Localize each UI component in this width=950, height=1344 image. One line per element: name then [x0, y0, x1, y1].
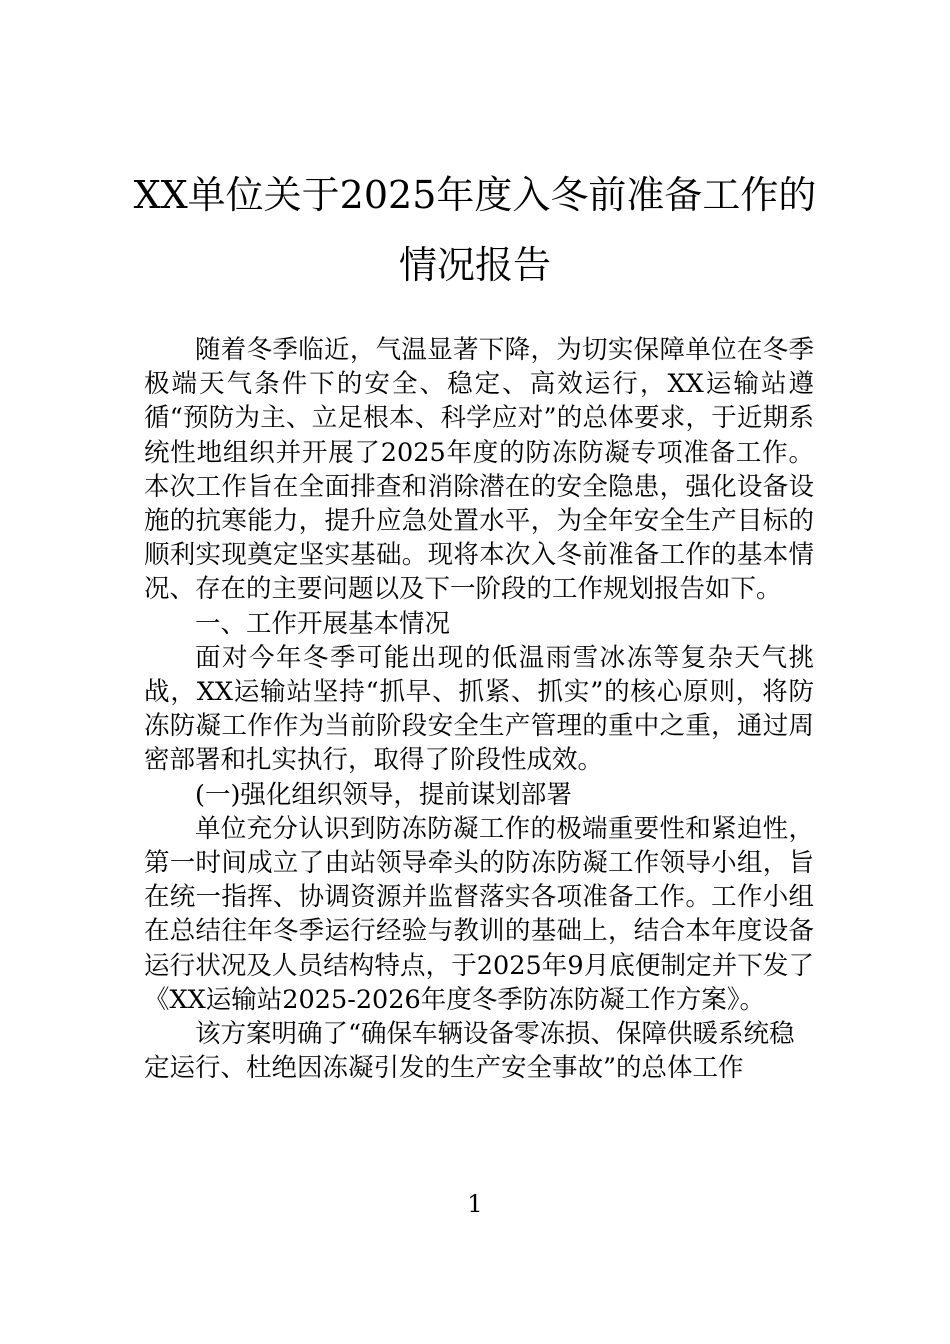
section-heading-1: 一、工作开展基本情况 — [195, 608, 451, 639]
paragraph-section-1: 面对今年冬季可能出现的低温雨雪冰冻等复杂天气挑战，XX运输站坚持“抓早、抓紧、抓实”的核心原则，将防冻防凝工作作为当前阶段安全生产管理的重中之重，通过周密部署和扎实执行，取得了阶段性成效。 — [144, 642, 814, 776]
document-body — [144, 333, 814, 1085]
subsection-heading-1: (一)强化组织领导，提前谋划部署 — [195, 779, 572, 810]
document-title-line-2: 情况报告 — [398, 243, 551, 287]
paragraph-plan: 该方案明确了“确保车辆设备零冻损、保障供暖系统稳定运行、杜绝因冻凝引发的生产安全事故”的总体工作 — [144, 1019, 795, 1084]
paragraph-subsection-1: 单位充分认识到防冻防凝工作的极端重要性和紧迫性，第一时间成立了由站领导牵头的防冻防凝工作领导小组，旨在统一指挥、协调资源并监督落实各项准备工作。工作小组在总结往年冬季运行经验与教训的基础上，结合本年度设备运行状况及人员结构特点，于2025年9月底便制定并下发了《XX运输站2025-2026年度冬季防冻防凝工作方案》。 — [144, 813, 814, 1015]
paragraph-intro: 随着冬季临近，气温显著下降，为切实保障单位在冬季极端天气条件下的安全、稳定、高效运行，XX运输站遵循“预防为主、立足根本、科学应对”的总体要求，于近期系统性地组织并开展了2025年度的防冻防凝专项准备工作。本次工作旨在全面排查和消除潜在的安全隐患，强化设备设施的抗寒能力，提升应急处置水平，为全年安全生产目标的顺利实现奠定坚实基础。现将本次入冬前准备工作的基本情况、存在的主要问题以及下一阶段的工作规划报告如下。 — [144, 335, 814, 605]
page-number: 1 — [467, 1190, 483, 1218]
document-title-line-1: XX单位关于2025年度入冬前准备工作的 — [133, 173, 817, 217]
